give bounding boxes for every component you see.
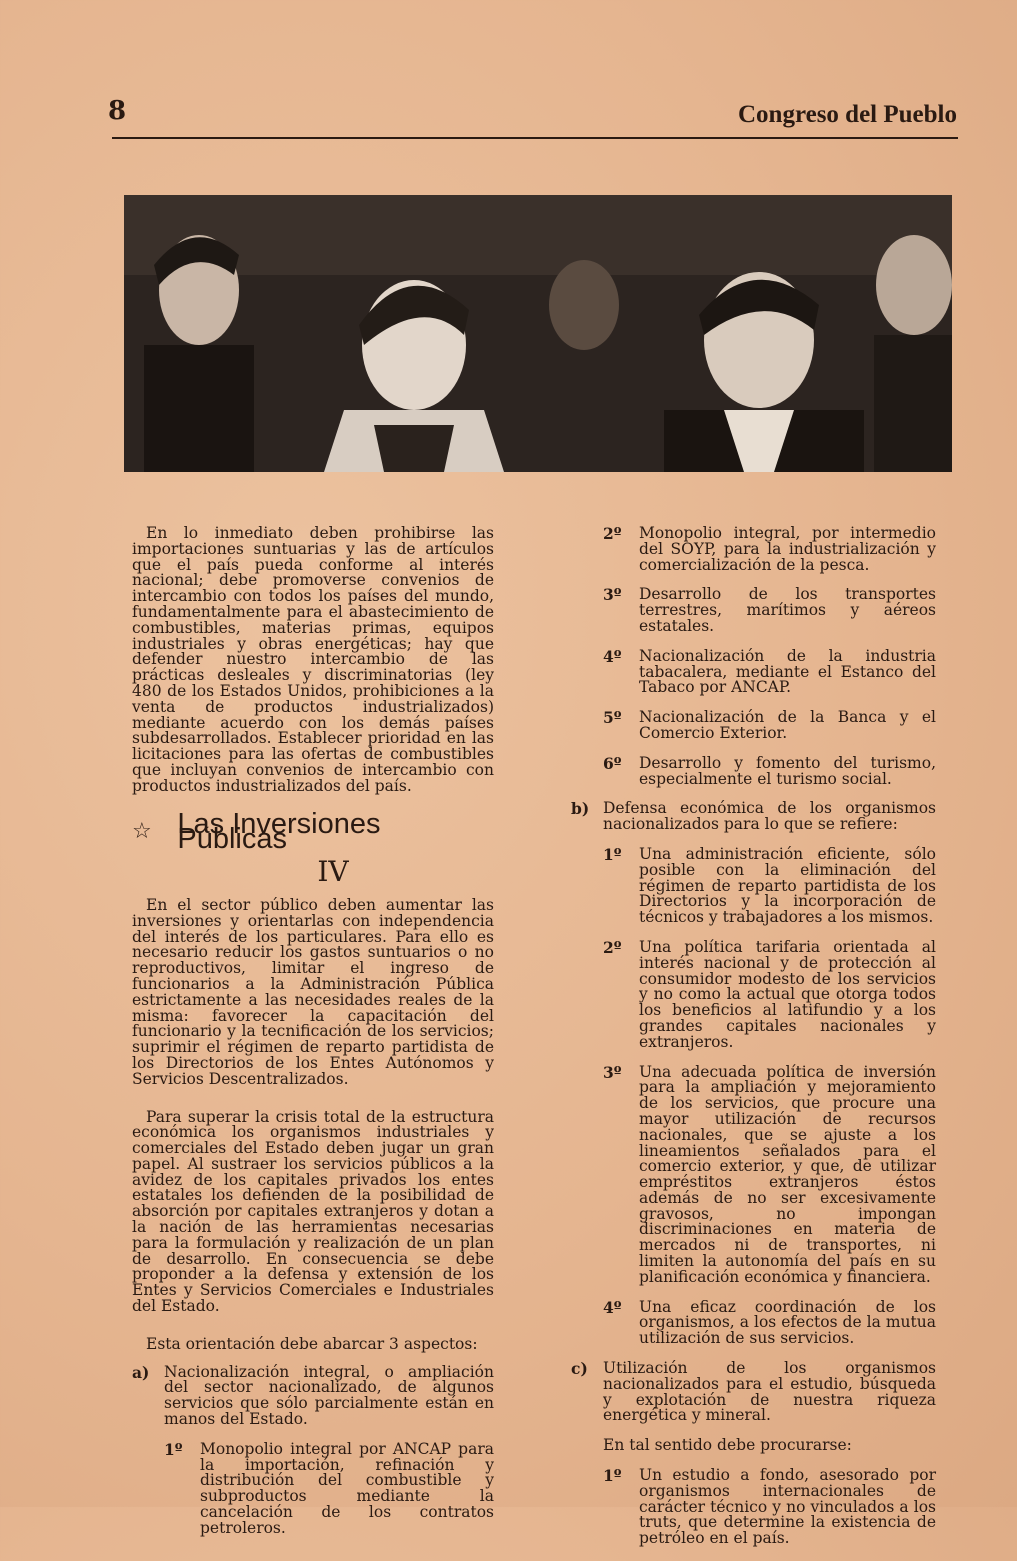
list-number: 5º <box>603 708 622 728</box>
list-number: 3º <box>603 1062 622 1082</box>
sublist-c <box>603 1468 936 1547</box>
sublist-a-continued <box>603 526 936 787</box>
list-number: 1º <box>603 844 622 864</box>
list-item <box>603 937 936 1051</box>
list-letter: c) <box>571 1359 588 1379</box>
list-text: Monopolio integral por ANCAP para la importación, refinación y distribución del combustible y subproductos mediante la cancelación de los contratos petroleros. <box>200 1439 494 1537</box>
section-title: Las Inversiones Públicas <box>177 807 381 856</box>
intro-paragraph: En lo inmediato deben prohibirse las importaciones suntuarias y las de artículos que el país pueda conforme al interés nacional; debe promoverse convenios de intercambio con todos los países del mundo, fundamentalmente para el abastecimiento de combustibles, materias primas, equipos industriales y obras energéticas; hay que defender nuestro intercambio de las prácticas desleales y discriminatorias (ley 480 de los Estados Unidos, prohibiciones a la venta de productos industrializados) mediante acuerdo con los demás países subdesarrollados. Establecer prioridad en las licitaciones para las ofertas de combustibles que incluyan convenios de intercambio con productos industrializados del país. <box>132 524 494 795</box>
list-item <box>603 1468 936 1547</box>
list-item <box>603 526 936 573</box>
list-text: Nacionalización de la Banca y el Comercio Exterior. <box>639 708 936 742</box>
section-heading <box>132 807 494 856</box>
left-column <box>132 526 494 1551</box>
list-item-b <box>571 801 936 833</box>
list-item <box>603 710 936 742</box>
list-number: 6º <box>603 753 622 773</box>
list-item <box>603 753 936 788</box>
list-number: 2º <box>603 937 622 957</box>
list-letter: b) <box>571 799 590 819</box>
paragraph-c-intro: En tal sentido debe procurarse: <box>603 1436 852 1455</box>
list-text: Desarrollo y fomento del turismo, especialmente el turismo social. <box>639 753 936 788</box>
sublist-a <box>164 1439 494 1537</box>
header-rule <box>112 137 958 139</box>
list-item-a <box>132 1362 494 1429</box>
section-number: IV <box>317 855 349 889</box>
list-item-c <box>571 1361 936 1424</box>
list-item <box>603 587 936 634</box>
list-item <box>164 1439 494 1537</box>
paragraph-aspects: Esta orientación debe abarcar 3 aspectos: <box>146 1334 478 1353</box>
list-letter: a) <box>132 1362 150 1382</box>
photo-graphic <box>124 195 952 472</box>
list-number: 4º <box>603 646 622 666</box>
list-text: Utilización de los organismos nacionalizados para el estudio, búsqueda y explotación de nuestra riqueza energética y mineral. <box>603 1359 936 1425</box>
list-item <box>603 844 936 927</box>
paragraph-state-entities: Para superar la crisis total de la estructura económica los organismos industriales y comerciales del Estado deben jugar un gran papel. Al sustraer los servicios públicos a la avidez de los capitales privados los entes estatales los defienden de la posibilidad de absorción por capitales extranjeros y dotan a la nación de las herramientas necesarias para la formulación y realización de un plan de desarrollo. En consecuencia se debe proponder a la defensa y extensión de los Entes y Servicios Comerciales e Industriales del Estado. <box>132 1107 494 1316</box>
list-number: 1º <box>164 1439 183 1459</box>
list-text: Nacionalización de la industria tabacalera, mediante el Estanco del Tabaco por ANCAP. <box>639 646 936 697</box>
list-number: 3º <box>603 585 622 605</box>
list-text: Una eficaz coordinación de los organismos, a los efectos de la mutua utilización de sus servicios. <box>639 1297 936 1348</box>
right-column <box>571 526 936 1561</box>
list-number: 1º <box>603 1466 622 1486</box>
list-text: Una administración eficiente, sólo posible con la eliminación del régimen de reparto partidista de los Directorios y la incorporación de técnicos y trabajadores a los mismos. <box>639 844 936 927</box>
list-text: Monopolio integral, por intermedio del SOYP, para la industrialización y comercialización de la pesca. <box>639 524 936 574</box>
list-item <box>603 646 936 697</box>
running-title: Congreso del Pueblo <box>738 101 957 128</box>
page-number: 8 <box>108 96 127 126</box>
paragraph-public-sector: En el sector público deben aumentar las inversiones y orientarlas con independencia del interés de los particulares. Para ello es necesario reducir los gastos suntuarios o no reproductivos, limitar el ingreso de funcionarios a la Administración Pública estrictamente a las necesidades reales de la misma: favorecer la capacitación del funcionario y la tecnificación de los servicios; suprimir el régimen de reparto partidista de los Directorios de los Entes Autónomos y Servicios Descentralizados. <box>132 895 494 1088</box>
list-text: Nacionalización integral, o ampliación del sector nacionalizado, de algunos servicios que sólo parcialmente están en manos del Estado. <box>164 1362 494 1429</box>
sublist-b <box>603 844 936 1348</box>
list-text: Una adecuada política de inversión para la ampliación y mejoramiento de los servicios, que procure una mayor utilización de recursos nacionales, que se ajuste a los lineamientos señalados para el comercio exterior, y que, de utilizar empréstitos extranjeros éstos además de no ser excesivamente gravosos, no impongan discriminaciones en materia de mercados ni de transportes, ni limiten la autonomía del país en su planificación económica y financiera. <box>639 1062 936 1286</box>
star-icon: ☆ <box>132 819 152 845</box>
list-number: 2º <box>603 524 622 543</box>
list-text: Defensa económica de los organismos nacionalizados para lo que se refiere: <box>603 799 936 834</box>
list-text: Un estudio a fondo, asesorado por organismos internacionales de carácter técnico y no vinculados a los truts, que determine la existencia de petróleo en el país. <box>639 1466 936 1548</box>
list-item <box>603 1297 936 1348</box>
list-number: 4º <box>603 1297 622 1317</box>
news-photo <box>124 195 952 472</box>
list-text: Desarrollo de los transportes terrestres, marítimos y aéreos estatales. <box>639 585 936 635</box>
list-text: Una política tarifaria orientada al interés nacional y de protección al consumidor modesto de los servicios y no como la actual que otorga todos los beneficios al latifundio y a los grandes capitales nacionales y extranjeros. <box>639 937 936 1051</box>
list-item <box>603 1062 936 1286</box>
